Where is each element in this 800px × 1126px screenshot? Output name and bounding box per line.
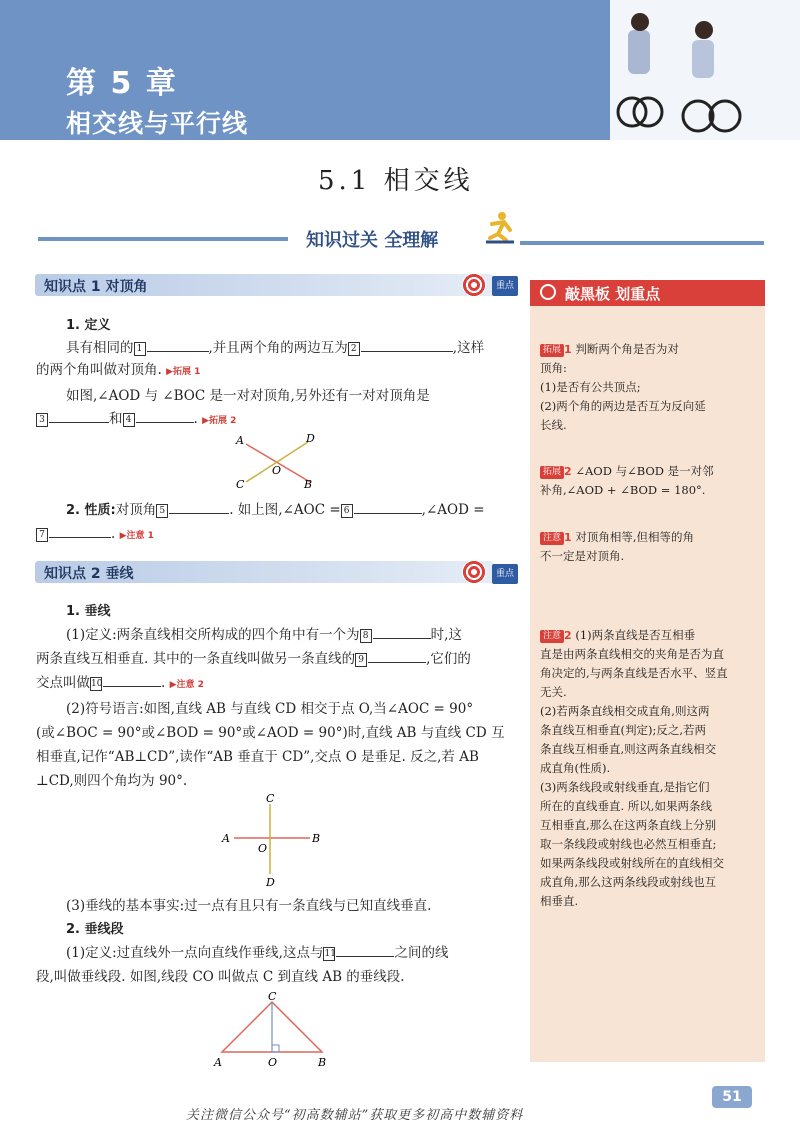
kp1-line4: 3 和 4 . ▶拓展 2 xyxy=(36,409,236,431)
text: ,∠AOD = xyxy=(421,502,485,518)
kp2-fact: (3)垂线的基本事实:过一点有且只有一条直线与已知直线垂直. xyxy=(66,898,432,914)
note-line: 相垂直. xyxy=(540,894,579,908)
kp2-def-line3: 交点叫做10 . ▶注意 2 xyxy=(36,675,204,691)
tag-note-2: ▶注意 2 xyxy=(169,680,204,690)
sidebar-note-2 xyxy=(540,626,728,911)
kp1-line3: 如图,∠AOD 与 ∠BOC 是一对对顶角,另外还有一对对顶角是 xyxy=(66,388,430,404)
kp2-symbol-line2: (或∠BOC = 90°或∠BOD = 90°或∠AOD = 90°)时,直线 AB 与直线 CD 互 xyxy=(36,725,505,741)
sidebar-title: 敲黑板 划重点 xyxy=(565,285,661,303)
tag-number: 1 xyxy=(564,343,572,356)
target-icon xyxy=(462,273,486,297)
note-line: 角决定的,与两条直线是否水平、竖直 xyxy=(540,666,728,680)
label-c: C xyxy=(236,478,245,491)
fill-blank[interactable] xyxy=(147,338,209,352)
tag-number: 1 xyxy=(564,531,572,544)
section-title: 5.1 相交线 xyxy=(318,166,474,196)
fill-blank[interactable] xyxy=(373,625,431,639)
text: . 如上图,∠AOC = xyxy=(229,502,341,518)
text: 判断两个角是否为对 xyxy=(575,342,679,356)
note-line: (1)是否有公共顶点; xyxy=(540,380,641,394)
zhishi-title: 知识过关 全理解 xyxy=(306,230,439,251)
key-badge: 重点 xyxy=(492,564,518,584)
label-b: B xyxy=(304,478,313,491)
fill-blank[interactable] xyxy=(169,500,229,514)
kp2-symbol-line3: 相垂直,记作“AB⊥CD”,读作“AB 垂直于 CD”,交点 O 是垂足. 反之,若 AB xyxy=(36,749,479,765)
kp1-sub-definition: 1. 定义 xyxy=(66,318,111,333)
label-o: O xyxy=(258,842,268,855)
blank-number: 9 xyxy=(355,653,367,667)
text: (1)定义:两条直线相交所构成的四个角中有一个为 xyxy=(66,627,360,643)
fill-blank[interactable] xyxy=(49,524,111,538)
blank-number: 11 xyxy=(324,948,336,959)
page-number: 51 xyxy=(712,1086,752,1108)
cyclists-illustration xyxy=(610,0,800,140)
note-line xyxy=(540,340,706,359)
text: ∠AOD 与∠BOD 是一对邻 xyxy=(575,464,714,478)
kp1-line1 xyxy=(66,338,484,358)
label-o: O xyxy=(272,464,282,477)
note-line: (3)两条线段或射线垂直,是指它们 xyxy=(540,780,710,794)
fill-blank[interactable] xyxy=(49,409,109,423)
target-icon xyxy=(462,560,486,584)
note-line xyxy=(540,462,714,481)
label-c: C xyxy=(266,792,275,805)
note-tag: 注意 xyxy=(540,630,564,643)
label-b: B xyxy=(312,832,321,845)
note-line: 无关. xyxy=(540,685,567,699)
text: 和 xyxy=(109,411,123,427)
blank-number: 6 xyxy=(341,504,353,518)
note-line: 直是由两条直线相交的夹角是否为直 xyxy=(540,647,724,661)
divider-right xyxy=(520,241,764,245)
note-line: 成直角(性质). xyxy=(540,761,611,775)
blank-number: 2 xyxy=(348,342,360,356)
text: 具有相同的 xyxy=(66,340,134,356)
kp2-sub-perpendicular: 1. 垂线 xyxy=(66,604,111,619)
fill-blank[interactable] xyxy=(136,409,194,423)
note-line: 补角,∠AOD + ∠BOD = 180°. xyxy=(540,483,706,497)
kp2-symbol-line4: ⊥CD,则四个角均为 90°. xyxy=(36,773,188,789)
sidebar-note-1 xyxy=(540,528,694,566)
sidebar-extension-2 xyxy=(540,462,714,500)
key-badge: 重点 xyxy=(492,276,518,296)
label-b: B xyxy=(318,1056,327,1069)
text: 时,这 xyxy=(430,627,462,643)
blank-number: 8 xyxy=(360,629,372,643)
note-line: (2)若两条直线相交成直角,则这两 xyxy=(540,704,710,718)
label-d: D xyxy=(266,876,275,889)
fill-blank[interactable] xyxy=(103,673,161,687)
sidebar-extension-1 xyxy=(540,340,706,435)
blank-number: 4 xyxy=(123,413,135,427)
text: 两条直线互相垂直. 其中的一条直线叫做另一条直线的 xyxy=(36,651,356,667)
perpendicular-diagram xyxy=(216,790,326,890)
label-c: C xyxy=(268,990,277,1003)
text: ,并且两个角的两边互为 xyxy=(208,340,348,356)
text: ,这样 xyxy=(452,340,485,356)
kp1-sub-property: 2. 性质: xyxy=(66,503,116,518)
triangle-diagram xyxy=(210,990,330,1070)
tag-extension-1: ▶拓展 1 xyxy=(166,367,201,377)
note-line: 取一条线段或射线也必然互相垂直; xyxy=(540,837,717,851)
tag-note-1: ▶注意 1 xyxy=(119,531,154,541)
note-line: 成直角,那么这两条线段或射线也互 xyxy=(540,875,717,889)
text: 对顶角 xyxy=(115,502,157,518)
fill-blank[interactable] xyxy=(336,943,394,957)
note-line: 顶角: xyxy=(540,361,567,375)
blank-number: 10 xyxy=(91,678,103,689)
blank-number: 5 xyxy=(156,504,168,518)
runner-icon xyxy=(484,210,516,244)
kp2-label: 知识点 2 垂线 xyxy=(44,566,134,582)
label-d: D xyxy=(306,432,315,445)
fill-blank[interactable] xyxy=(354,500,422,514)
kp1-label: 知识点 1 对顶角 xyxy=(44,279,148,295)
fill-blank[interactable] xyxy=(368,649,426,663)
divider-left xyxy=(38,237,288,241)
blank-number: 7 xyxy=(36,528,48,542)
kp1-property-cont: 7 . ▶注意 1 xyxy=(36,524,154,546)
kp2-def-line1 xyxy=(66,625,462,645)
chapter-number: 第 5 章 xyxy=(66,66,178,101)
kp2-symbol-line1: (2)符号语言:如图,直线 AB 与直线 CD 相交于点 O,当∠AOC = 90° xyxy=(66,701,474,717)
blank-number: 1 xyxy=(134,342,146,356)
footer-text: 关注微信公众号“初高数辅站”获取更多初高中数辅资料 xyxy=(186,1108,524,1123)
tag-number: 2 xyxy=(564,465,572,478)
label-a: A xyxy=(222,832,230,845)
text: (1)定义:过直线外一点向直线作垂线,这点与 xyxy=(66,945,324,961)
tag-extension-2: ▶拓展 2 xyxy=(202,416,237,426)
note-line: (2)两个角的两边是否互为反向延 xyxy=(540,399,706,413)
note-line: 不一定是对顶角. xyxy=(540,549,625,563)
header-illustration-area xyxy=(610,0,800,140)
note-line: 长线. xyxy=(540,418,567,432)
text: (1)两条直线是否互相垂 xyxy=(575,628,696,642)
kp1-property xyxy=(66,500,485,521)
text: 之间的线 xyxy=(394,945,449,961)
blank-number: 3 xyxy=(36,413,48,427)
text: ,它们的 xyxy=(426,651,471,667)
label-a: A xyxy=(214,1056,222,1069)
note-tag: 注意 xyxy=(540,532,564,545)
label-a: A xyxy=(236,434,244,447)
extension-tag: 拓展 xyxy=(540,466,564,479)
kp1-line2 xyxy=(36,360,200,382)
kp2-seg-line1 xyxy=(66,943,448,963)
text: 对顶角相等,但相等的角 xyxy=(575,530,694,544)
kp2-sub-segment: 2. 垂线段 xyxy=(66,922,124,937)
chalkboard-icon xyxy=(540,284,556,300)
note-line: 互相垂直,那么在这两条直线上分别 xyxy=(540,818,717,832)
chapter-title: 相交线与平行线 xyxy=(66,109,249,138)
kp2-seg-line2: 段,叫做垂线段. 如图,线段 CO 叫做点 C 到直线 AB 的垂线段. xyxy=(36,969,405,985)
note-line xyxy=(540,626,728,645)
note-line: 条直线互相垂直,则这两条直线相交 xyxy=(540,742,717,756)
note-line xyxy=(540,528,694,547)
text: 的两个角叫做对顶角. xyxy=(36,362,162,378)
note-line: 条直线互相垂直(判定);反之,若两 xyxy=(540,723,707,737)
extension-tag: 拓展 xyxy=(540,344,564,357)
kp2-def-line2 xyxy=(36,649,471,669)
label-o: O xyxy=(268,1056,278,1069)
text: 交点叫做 xyxy=(36,675,90,691)
note-line: 所在的直线垂直. 所以,如果两条线 xyxy=(540,799,712,813)
tag-number: 2 xyxy=(564,629,572,642)
note-line: 如果两条线段或射线所在的直线相交 xyxy=(540,856,724,870)
vertical-angles-diagram xyxy=(228,430,328,492)
fill-blank[interactable] xyxy=(361,338,453,352)
